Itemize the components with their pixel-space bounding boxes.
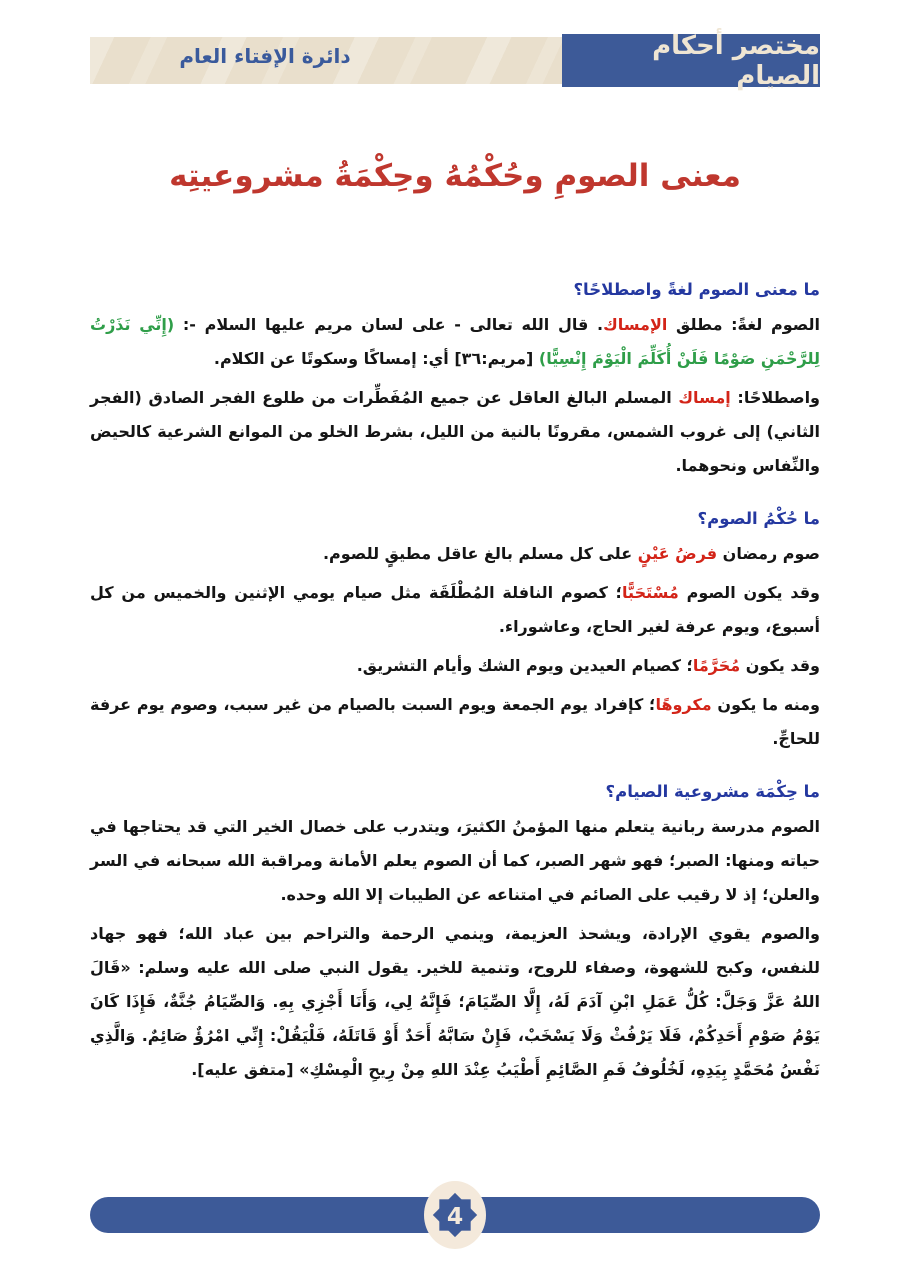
body-text: ومنه ما يكون (711, 695, 820, 714)
highlight-term: الإمساك (603, 315, 668, 334)
quran-verse: (إِنِّي نَذَرْتُ لِلرَّحْمَنِ صَوْمًا فَلَنْ أُكَلِّمَ الْيَوْمَ إِنْسِيًّا) (90, 315, 820, 368)
highlight-term: مكروهًا (655, 695, 712, 714)
section-heading: ما معنى الصوم لغةً واصطلاحًا؟ (573, 280, 820, 299)
eight-point-star-icon (427, 1185, 483, 1245)
body-text: الصوم لغةً: مطلق (667, 315, 820, 334)
highlight-term: فرضُ عَيْنٍ (637, 544, 718, 563)
booklet-title-box (562, 30, 820, 91)
department-name: دائرة الإفتاء العام (179, 44, 351, 68)
section-paragraphs (90, 308, 820, 483)
paragraph (90, 649, 820, 683)
body-content (90, 280, 820, 1092)
section-paragraphs (90, 537, 820, 756)
section-heading: ما حِكْمَة مشروعية الصيام؟ (605, 782, 820, 801)
highlight-term: مُحَرَّمًا (692, 656, 741, 675)
booklet-title: مختصر أحكام الصيام (652, 30, 820, 91)
body-text: [مريم:٣٦] أي: إمساكًا وسكوتًا عن الكلام. (213, 349, 539, 368)
section-meaning-of-fasting (90, 280, 820, 483)
body-text: ؛ كإفراد يوم الجمعة ويوم السبت بالصيام من غير سبب، وصوم يوم عرفة للحاجِّ. (90, 695, 820, 748)
paragraph (90, 537, 820, 571)
paragraph (90, 576, 820, 644)
section-heading: ما حُكْمُ الصوم؟ (697, 509, 820, 528)
body-text: ؛ كصوم النافلة المُطْلَقَة مثل صيام يومي الإثنين والخميس من كل أسبوع، ويوم عرفة لغير الحاج، وعاشوراء. (90, 583, 820, 636)
body-text: وقد يكون الصوم (678, 583, 821, 602)
section-paragraphs (90, 810, 820, 1087)
body-text: على كل مسلم بالغ عاقل مطيقٍ للصوم. (322, 544, 638, 563)
page-title: معنى الصومِ وحُكْمُهُ وحِكْمَةُ مشروعيتِه (169, 158, 741, 194)
body-text: ؛ كصيام العيدين ويوم الشك وأيام التشريق. (356, 656, 693, 675)
highlight-term: مُسْتَحَبًّا (622, 583, 679, 602)
paragraph (90, 308, 820, 376)
section-wisdom-of-fasting (90, 782, 820, 1087)
highlight-term: إمساك (678, 388, 731, 407)
paragraph (90, 688, 820, 756)
page-number-badge (424, 1181, 486, 1249)
body-text: . قال الله تعالى - على لسان مريم عليها السلام -: (174, 315, 604, 334)
body-text: صوم رمضان (717, 544, 820, 563)
section-ruling-of-fasting (90, 509, 820, 756)
paragraph (90, 381, 820, 483)
paragraph (90, 917, 820, 1087)
body-text: واصطلاحًا: (730, 388, 820, 407)
body-text: والصوم يقوي الإرادة، ويشحذ العزيمة، وينمي الرحمة والتراحم بين عباد الله؛ فهو جهاد للنفس، وكبح للشهوة، وصفاء للروح، وتنمية للخير. يقول النبي صلى الله عليه وسلم: «قَالَ اللهُ عَزَّ وَجَلَّ: كُلُّ عَمَلِ ابْنِ آدَمَ لَهُ، إِلَّا الصِّيَامَ؛ فَإِنَّهُ لِي، وَأَنَا أَجْزِي بِهِ. وَالصِّيَامُ جُنَّةٌ، فَإِذَا كَانَ يَوْمُ صَوْمِ أَحَدِكُمْ، فَلَا يَرْفُثْ وَلَا يَسْخَبْ، فَإِنْ سَابَّهُ أَحَدٌ أَوْ قَاتَلَهُ، فَلْيَقُلْ: إِنِّي امْرُؤٌ صَائِمٌ. وَالَّذِي نَفْسُ مُحَمَّدٍ بِيَدِهِ، لَخُلُوفُ فَمِ الصَّائِمِ أَطْيَبُ عِنْدَ اللهِ مِنْ رِيحِ الْمِسْكِ» [متفق عليه]. (90, 924, 820, 1079)
body-text: الصوم مدرسة ربانية يتعلم منها المؤمنُ الكثيرَ، ويتدرب على خصال الخير التي قد يحتاجها في حياته ومنها: الصبر؛ فهو شهر الصبر، كما أن الصوم يعلم الأمانة ومراقبة الله سبحانه في السر والعلن؛ إذ لا رقيب على الصائم في امتناعه عن الطيبات إلا الله وحده. (90, 817, 820, 904)
body-text: وقد يكون (740, 656, 820, 675)
body-text: المسلم البالغ العاقل عن جميع المُفَطِّرات من طلوع الفجر الصادق (الفجر الثاني) إلى غروب الشمس، مقرونًا بالنية من الليل، بشرط الخلو من الموانع الشرعية كالحيض والنِّفاس ونحوهما. (90, 388, 820, 475)
page-number: 4 (446, 1201, 464, 1230)
paragraph (90, 810, 820, 912)
